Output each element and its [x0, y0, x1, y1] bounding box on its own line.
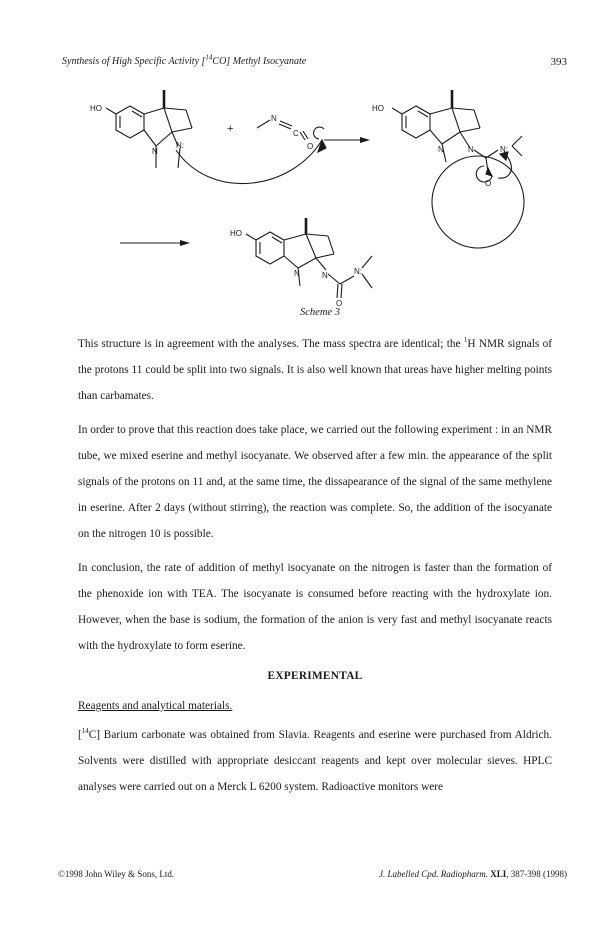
atom-n-3: N — [438, 145, 444, 154]
atom-n-6: N — [322, 271, 328, 280]
atom-o-product: O — [336, 299, 343, 306]
reaction-arrow-1 — [324, 137, 370, 143]
atom-n-5: N — [294, 269, 300, 278]
subsection-heading: Reagents and analytical materials. — [78, 700, 233, 712]
atom-n-2: N: — [176, 141, 184, 150]
reaction-arrow-2 — [120, 240, 190, 246]
atom-ho-2: HO — [372, 104, 384, 113]
product-structure — [246, 218, 372, 298]
methyl-isocyanate-structure — [257, 120, 324, 140]
section-heading: EXPERIMENTAL — [267, 670, 363, 682]
atom-ho-3: HO — [230, 229, 242, 238]
running-title: Synthesis of High Specific Activity [$^{14}$CO] Methyl Isocyanate — [62, 53, 307, 67]
plus-sign: + — [227, 123, 234, 135]
atom-n-7: N: — [354, 267, 362, 276]
paragraph-1: This structure is in agreement with the analyses. The mass spectra are identical; the $^1$H NMR signals of the protons 11 could be split into two signals. It is also well known that ureas have higher melting points than carbamates. — [78, 336, 552, 402]
atom-o-isocyanate: O — [307, 142, 314, 151]
scheme-caption: Scheme 3 — [300, 307, 340, 318]
atom-o-minus: O — [485, 179, 492, 188]
paragraph-4: [$^{14}$C] Barium carbonate was obtained from Slavia. Reagents and eserine were purchased from Aldrich. Solvents were distilled with appropriate desiccant reagents and kept over molecular sieves. HPLC analyses were carried out on a Merck L 6200 system. Radioactive monitors were — [78, 727, 552, 793]
paragraph-3: In conclusion, the rate of addition of methyl isocyanate on the nitrogen is faster than the formation of the phenoxide ion with TEA. The isocyanate is consumed before reacting with the hydroxylate ion. However, when the base is sodium, the formation of the anion is very fast and methyl isocyanate reacts with the hydroxylate to form eserine. — [78, 562, 552, 652]
reaction-scheme — [60, 88, 580, 330]
journal-citation: J. Labelled Cpd. Radiopharm. XLI, 387-398 (1998) — [378, 869, 567, 879]
atom-n-1: N — [152, 147, 158, 156]
intermediate-structure — [392, 90, 524, 248]
atom-n-plus: N — [468, 145, 474, 154]
paragraph-2: In order to prove that this reaction does take place, we carried out the following experiment : in an NMR tube, we mixed eserine and methyl isocyanate. We observed after a few min. the appearance of the split signals of the protons on 11 and, at the same time, the dissapearance of the signal of the same methylene in eserine. After 2 days (without stirring), the reaction was complete. So, the addition of the isocyanate on the nitrogen 10 is possible. — [78, 424, 552, 540]
page-number: 393 — [550, 56, 567, 68]
scheme-diagram — [60, 88, 580, 306]
atom-n-4: N: — [500, 145, 508, 154]
atom-ho-1: HO — [90, 104, 102, 113]
copyright-notice: ©1998 John Wiley & Sons, Ltd. — [58, 869, 175, 879]
atom-c-isocyanate: C — [293, 129, 299, 138]
running-header — [62, 53, 567, 72]
atom-n-isocyanate: N — [271, 114, 277, 123]
